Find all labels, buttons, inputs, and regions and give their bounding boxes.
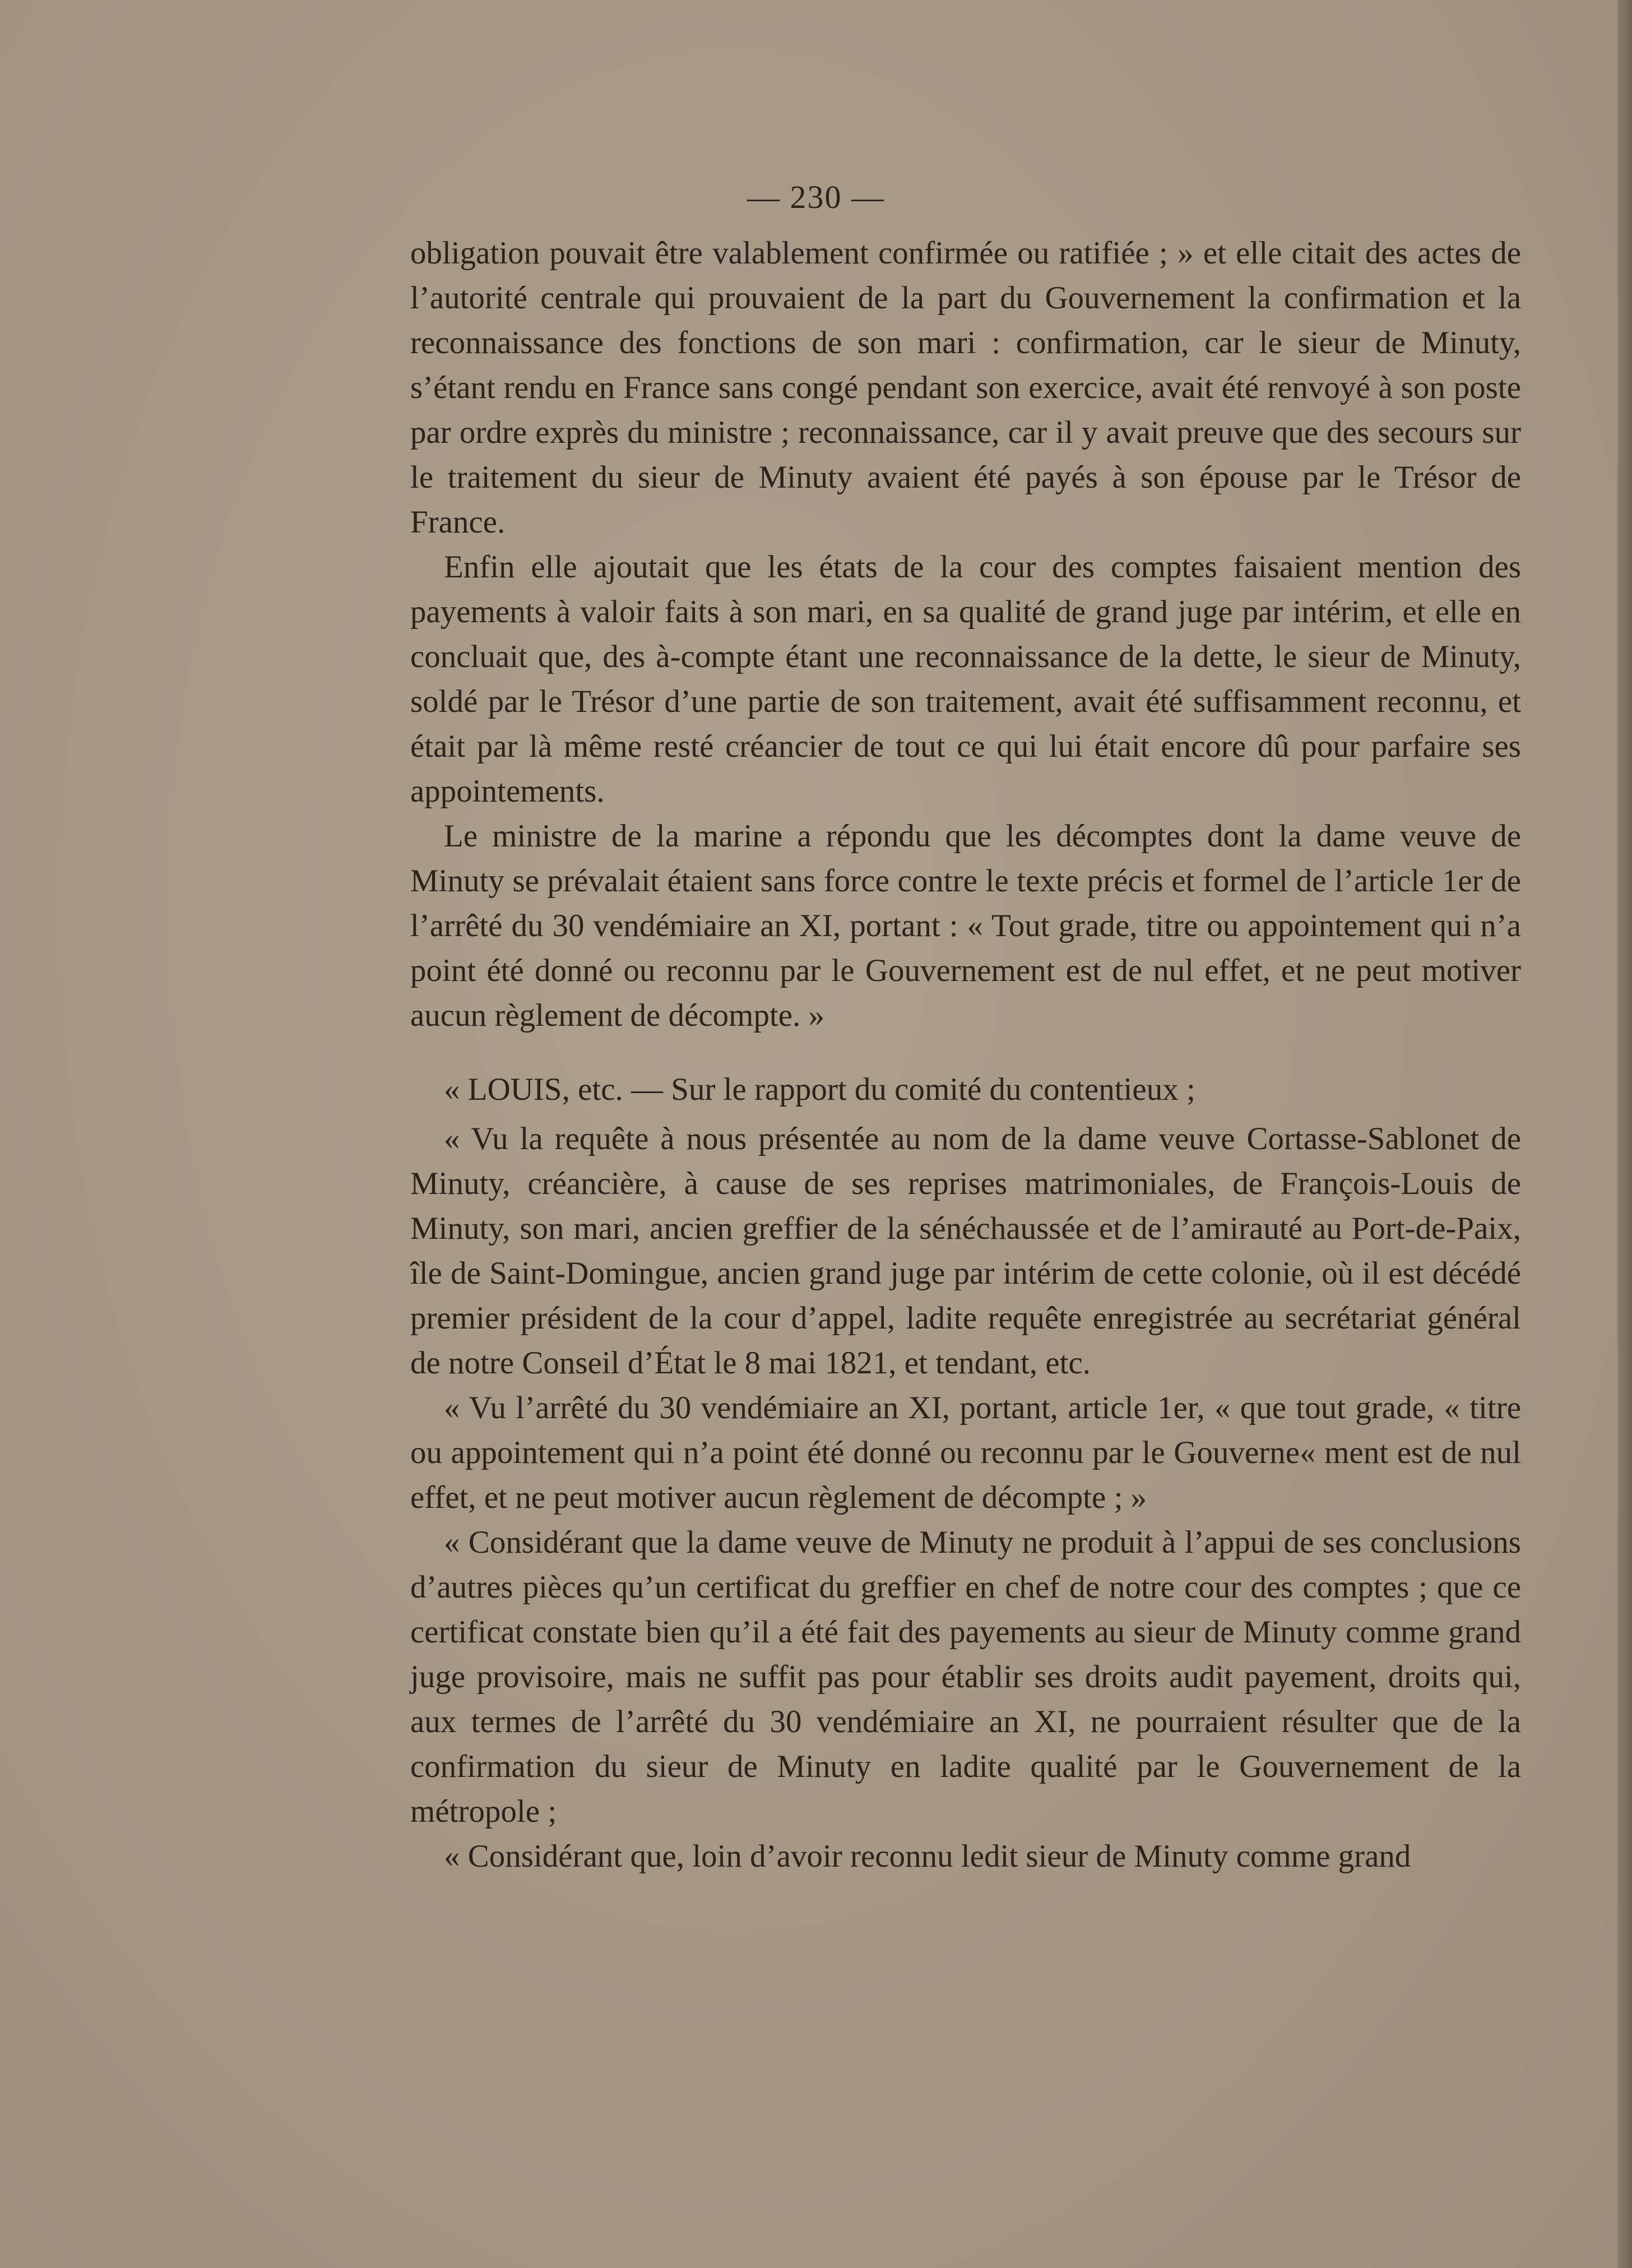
paragraph-1: obligation pouvait être valablement confirmée ou ratifiée ; » et elle citait des actes de l’autorité centrale qui prouvaient de la part du Gouvernement la confirmation et la reconnaissance des fonctions de son mari : confirmation, car le sieur de Minuty, s’étant rendu en France sans congé pendant son exercice, avait été renvoyé à son poste par ordre exprès du ministre ; reconnaissance, car il y avait preuve que des secours sur le traitement du sieur de Minuty avaient été payés à son épouse par le Trésor de France. [410,235,1521,540]
page-number: — 230 — [747,179,885,215]
page-edge [1617,0,1632,2268]
paragraph-considerant-2: « Considérant que, loin d’avoir reconnu ledit sieur de Minuty comme grand [444,1839,1411,1874]
paragraph-ordinance-heading: « LOUIS, etc. — Sur le rapport du comité du contentieux ; [444,1072,1195,1107]
paragraph-2: Enfin elle ajoutait que les états de la cour des comptes faisaient mention des payements à valoir faits à son mari, en sa qualité de grand juge par intérim, et elle en concluait que, des à-compte étant une reconnaissance de la dette, le sieur de Minuty, soldé par le Trésor d’une partie de son traitement, avait été suffisamment reconnu, et était par là même resté créancier de tout ce qui lui était encore dû pour parfaire ses appointements. [410,549,1521,809]
paragraph-vu-arrete: « Vu l’arrêté du 30 vendémiaire an XI, portant, article 1er, « que tout grade, « titre ou appointement qui n’a point été donné ou reconnu par le Gouverne« ment est de nul effet, et ne peut motiver aucun règlement de décompte ; » [410,1390,1521,1515]
paragraph-vu-requete: « Vu la requête à nous présentée au nom de la dame veuve Cortasse-Sablonet de Minuty, créancière, à cause de ses reprises matrimoniales, de François-Louis de Minuty, son mari, ancien greffier de la sénéchaussée et de l’amirauté au Port-de-Paix, île de Saint-Domingue, ancien grand juge par intérim de cette colonie, où il est décédé premier président de la cour d’appel, ladite requête enregistrée au secrétariat général de notre Conseil d’État le 8 mai 1821, et tendant, etc. [410,1121,1521,1381]
paragraph-considerant-1: « Considérant que la dame veuve de Minuty ne produit à l’appui de ses conclusions d’autres pièces qu’un certificat du greffier en chef de notre cour des comptes ; que ce certificat constate bien qu’il a été fait des payements au sieur de Minuty comme grand juge provisoire, mais ne suffit pas pour établir ses droits audit payement, droits qui, aux termes de l’arrêté du 30 vendémiaire an XI, ne pourraient résulter que de la confirmation du sieur de Minuty en ladite qualité par le Gouvernement de la métropole ; [410,1525,1521,1829]
body-text [410,231,1521,1879]
paragraph-3: Le ministre de la marine a répondu que les décomptes dont la dame veuve de Minuty se prévalait étaient sans force contre le texte précis et formel de l’article 1er de l’arrêté du 30 vendémiaire an XI, portant : « Tout grade, titre ou appointement qui n’a point été donné ou reconnu par le Gouvernement est de nul effet, et ne peut motiver aucun règlement de décompte. » [410,818,1521,1033]
